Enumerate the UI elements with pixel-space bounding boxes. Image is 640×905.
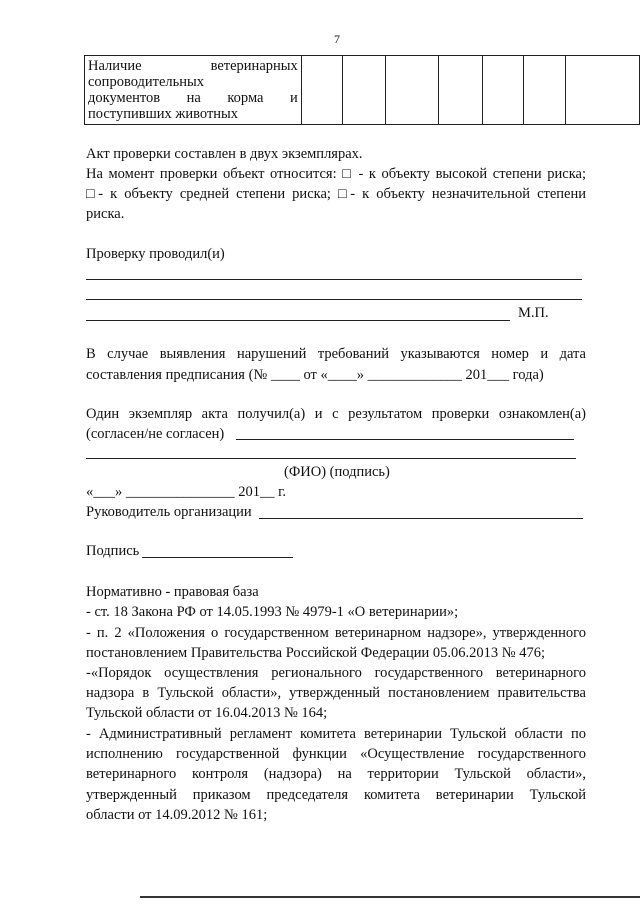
violation-line-1: В случае выявления нарушений требований указываются номер и дата [86, 346, 586, 362]
risk-line-3: риска. [86, 206, 125, 222]
inspector-line-1 [86, 279, 582, 280]
fio-label: (ФИО) (подпись) [284, 464, 390, 480]
risk-line-1: На момент проверки объект относится: □ - к объекту высокой степени риска; [86, 166, 586, 182]
legal-item: - Административный регламент комитета ветеринарии Тульской области по [86, 726, 586, 742]
received-line-1: Один экземпляр акта получил(а) и с результатом проверки ознакомлен(а) [86, 406, 586, 422]
inspection-table [84, 55, 640, 125]
consent-line [236, 439, 574, 440]
date-line: «___» _______________ 201__ г. [86, 484, 287, 500]
violation-line-2: составления предписания (№ ____ от «____» _____________ 201___ года) [86, 367, 544, 383]
inspector-label: Проверку проводил(и) [86, 246, 225, 262]
risk-line-2: □- к объекту средней степени риска; □- к объекту незначительной степени [86, 186, 586, 202]
legal-item: ветеринарного контроля (надзора) на территории Тульской области», [86, 766, 586, 782]
table-row-label [85, 56, 302, 125]
table-cell [524, 56, 566, 125]
table-row [85, 56, 640, 125]
legal-item: утвержденный приказом председателя комитета ветеринарии Тульской [86, 787, 586, 803]
row-label-line: документов на корма и [88, 90, 298, 106]
table-cell [301, 56, 342, 125]
head-line [259, 518, 583, 519]
table-cell [566, 56, 640, 125]
page-number: 7 [334, 32, 340, 46]
row-label-line: сопроводительных [88, 74, 205, 90]
table-cell [439, 56, 483, 125]
received-line-2: (согласен/не согласен) [86, 426, 225, 442]
act-copies-text: Акт проверки составлен в двух экземплярах. [86, 146, 363, 162]
table-cell [385, 56, 439, 125]
row-label-line: Наличие ветеринарных [88, 58, 298, 74]
legal-item: исполнению государственной функции «Осуществление государственного [86, 746, 586, 762]
scan-edge-line [140, 896, 640, 898]
legal-item: надзора в Тульской области», утвержденный постановлением правительства [86, 685, 586, 701]
signature-label: Подпись [86, 543, 140, 559]
stamp-label: М.П. [518, 305, 549, 321]
table-cell [483, 56, 524, 125]
row-label-line: поступивших животных [88, 106, 239, 122]
legal-item: -«Порядок осуществления регионального государственного ветеринарного [86, 665, 586, 681]
signature-line [142, 557, 293, 558]
legal-item: - ст. 18 Закона РФ от 14.05.1993 № 4979-1 «О ветеринарии»; [86, 604, 459, 620]
legal-item: - п. 2 «Положения о государственном ветеринарном надзоре», утвержденного [86, 625, 586, 641]
inspector-line-3 [86, 320, 510, 321]
head-label: Руководитель организации [86, 504, 252, 520]
legal-title: Нормативно - правовая база [86, 584, 259, 600]
table-cell [342, 56, 385, 125]
inspector-line-2 [86, 299, 582, 300]
legal-item: Тульской области от 16.04.2013 № 164; [86, 705, 328, 721]
legal-item: области от 14.09.2012 № 161; [86, 807, 268, 823]
legal-item: постановлением Правительства Российской Федерации 05.06.2013 № 476; [86, 645, 546, 661]
fio-line [86, 458, 576, 459]
